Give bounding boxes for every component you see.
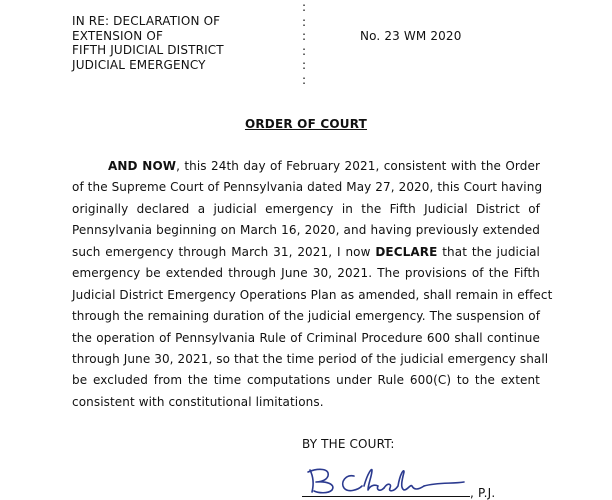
order-body [72, 156, 553, 413]
declare-keyword: DECLARE [375, 244, 438, 259]
caption-separator: : [301, 29, 307, 44]
signature-line [302, 496, 470, 497]
docket-number: No. 23 WM 2020 [360, 29, 462, 43]
caption-separator: : [301, 0, 307, 14]
judge-signature [304, 462, 468, 498]
presiding-judge-suffix: , P.J. [470, 486, 496, 500]
body-line-8: through the remaining duration of the judicial emergency. The suspension of [72, 309, 541, 324]
caption-separator: : [301, 14, 307, 29]
caption-separator: : [301, 72, 307, 87]
body-line-11: be excluded from the time computations under Rule 600(C) to the extent [72, 373, 540, 388]
body-line-9: the operation of Pennsylvania Rule of Criminal Procedure 600 shall continue [72, 330, 540, 345]
caption-line-1: IN RE: DECLARATION OF [72, 14, 221, 28]
order-title: ORDER OF COURT [244, 117, 368, 131]
body-line-3: originally declared a judicial emergency in the Fifth Judicial District of [72, 201, 540, 216]
body-line-5: such emergency through March 31, 2021, I now DECLARE that the judicial [72, 244, 540, 259]
by-the-court-label: BY THE COURT: [302, 437, 395, 451]
body-line-6: emergency be extended through June 30, 2021. The provisions of the Fifth [72, 266, 540, 281]
body-line-12: consistent with constitutional limitations. [72, 394, 324, 409]
body-line-7: Judicial District Emergency Operations Plan as amended, shall remain in effect [72, 287, 553, 302]
body-line-2: of the Supreme Court of Pennsylvania dated May 27, 2020, this Court having [72, 180, 543, 195]
and-now-lead: AND NOW [108, 159, 177, 173]
caption-separator-column [300, 0, 308, 88]
body-line-10: through June 30, 2021, so that the time period of the judicial emergency shall [72, 351, 549, 366]
caption-separator: : [301, 43, 307, 58]
caption-line-3: FIFTH JUDICIAL DISTRICT [72, 43, 224, 58]
caption-separator: : [301, 58, 307, 73]
case-caption [72, 14, 224, 72]
body-line-4: Pennsylvania beginning on March 16, 2020, and having previously extended [72, 223, 540, 238]
caption-line-2: EXTENSION OF [72, 28, 164, 43]
body-line-1: AND NOW, this 24th day of February 2021, consistent with the Order [108, 159, 540, 173]
caption-line-4: JUDICIAL EMERGENCY [72, 57, 206, 72]
